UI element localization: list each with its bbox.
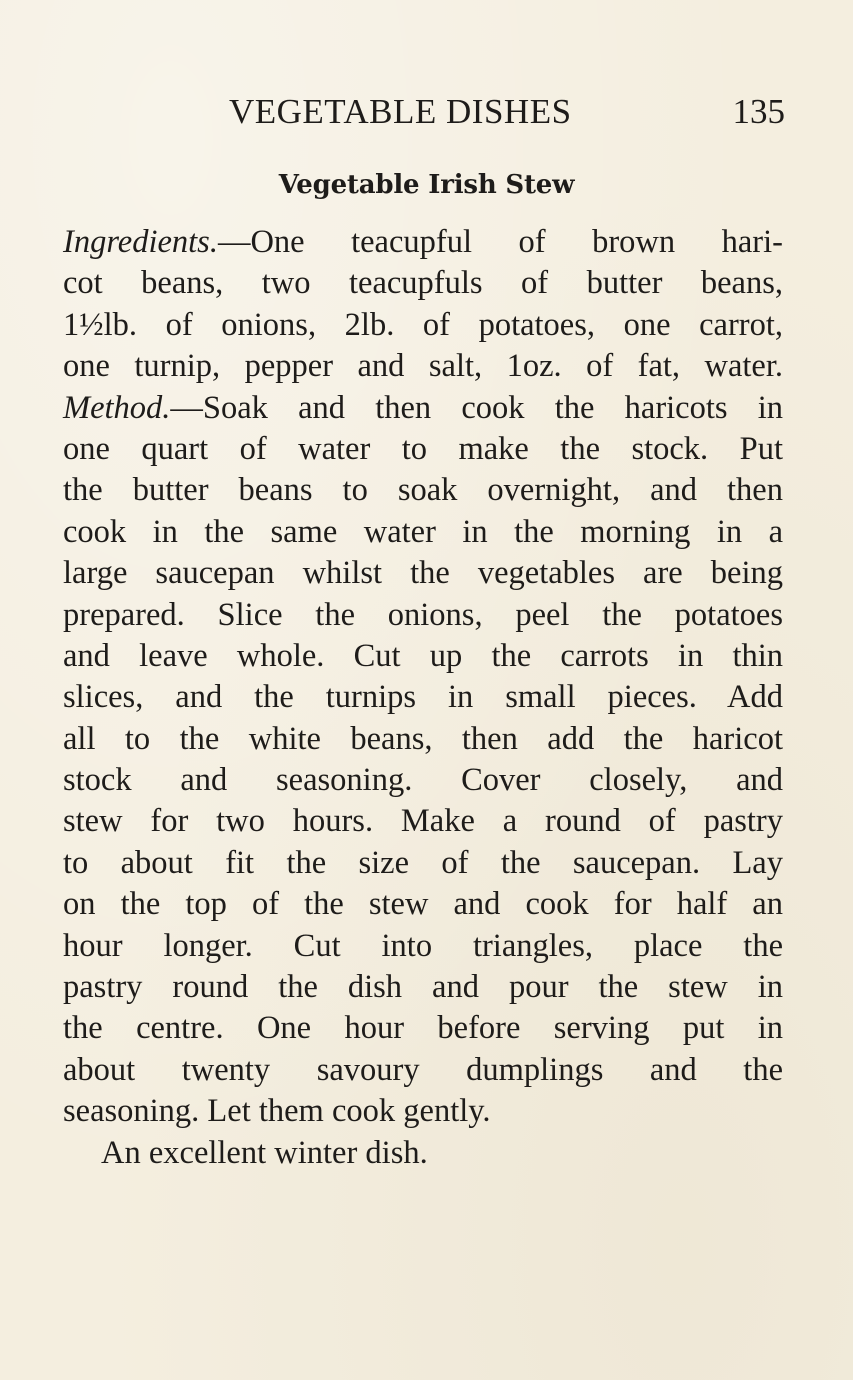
- text-line: [63, 719, 783, 760]
- text-line: [63, 553, 783, 594]
- line-text: stock and seasoning. Cover closely, and: [63, 762, 783, 799]
- text-line: [63, 595, 783, 636]
- line-text: all to the white beans, then add the haricot: [63, 720, 783, 757]
- line-text: one turnip, pepper and salt, 1oz. of fat, water.: [63, 348, 783, 385]
- line-text: —Soak and then cook the haricots in: [170, 389, 783, 426]
- line-text: cook in the same water in the morning in a: [63, 513, 783, 550]
- ingredients-label: Ingredients.: [63, 224, 218, 260]
- text-line: [63, 388, 783, 429]
- closing-remark: [63, 1133, 783, 1174]
- line-text: and leave whole. Cut up the carrots in thin: [63, 637, 783, 674]
- method-label: Method.: [63, 389, 171, 426]
- text-line: [63, 346, 783, 387]
- line-text: the butter beans to soak overnight, and then: [63, 472, 783, 509]
- running-title: VEGETABLE DISHES: [229, 92, 572, 131]
- text-line: [63, 760, 783, 801]
- text-line: [63, 429, 783, 470]
- line-text: pastry round the dish and pour the stew in: [63, 969, 783, 1006]
- text-line: [63, 222, 783, 263]
- line-text: An excellent winter dish.: [101, 1134, 428, 1171]
- line-text: cot beans, two teacupfuls of butter beans,: [63, 265, 783, 302]
- page-number: 135: [732, 92, 785, 131]
- text-line: [63, 677, 783, 718]
- text-line: [63, 1091, 783, 1132]
- line-text: about twenty savoury dumplings and the: [63, 1051, 783, 1088]
- text-line: [63, 512, 783, 553]
- line-text: prepared. Slice the onions, peel the potatoes: [63, 596, 783, 633]
- text-line: [63, 884, 783, 925]
- text-line: [63, 801, 783, 842]
- text-line: [63, 1008, 783, 1049]
- line-text: large saucepan whilst the vegetables are being: [63, 555, 783, 592]
- recipe-title: Vegetable Irish Stew: [278, 170, 575, 200]
- line-text: the centre. One hour before serving put in: [63, 1010, 783, 1047]
- text-line: [63, 263, 783, 304]
- text-line: [63, 636, 783, 677]
- line-text: stew for two hours. Make a round of pastry: [63, 803, 783, 840]
- line-text: slices, and the turnips in small pieces. Add: [63, 679, 783, 716]
- text-line: [63, 1050, 783, 1091]
- line-text: to about fit the size of the saucepan. Lay: [63, 844, 783, 881]
- line-text: seasoning. Let them cook gently.: [63, 1093, 491, 1130]
- line-text: hour longer. Cut into triangles, place the: [63, 927, 783, 964]
- text-line: [63, 967, 783, 1008]
- line-text: 1½lb. of onions, 2lb. of potatoes, one carrot,: [63, 306, 783, 343]
- recipe-body: [63, 222, 783, 1174]
- line-text: one quart of water to make the stock. Put: [63, 430, 783, 467]
- line-text: —One teacupful of brown hari-: [217, 224, 783, 260]
- text-line: [63, 470, 783, 511]
- text-line: [63, 305, 783, 346]
- line-text: on the top of the stew and cook for half an: [63, 886, 783, 923]
- text-line: [63, 843, 783, 884]
- running-head: [229, 88, 785, 136]
- text-line: [63, 926, 783, 967]
